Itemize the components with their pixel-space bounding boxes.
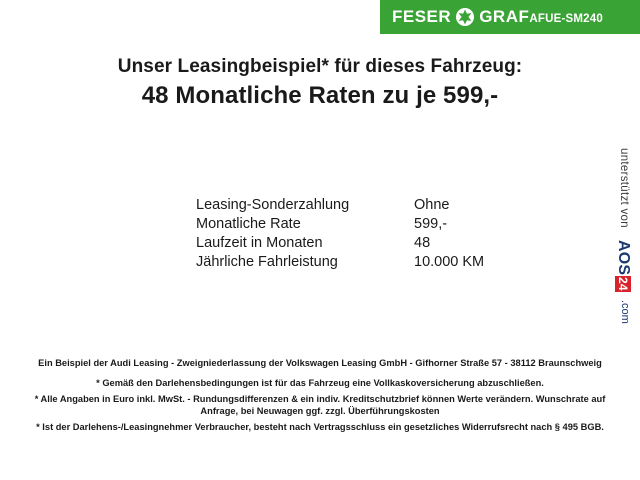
page-title: Unser Leasingbeispiel* für dieses Fahrzeug: xyxy=(117,56,523,77)
spec-label: Leasing-Sonderzahlung xyxy=(196,197,350,213)
spec-value: Ohne xyxy=(414,197,450,213)
legal-line-4: * Ist der Darlehens-/Leasingnehmer Verbraucher, besteht nach Vertragsschluss ein gesetzliches Widerrufsrecht nach § 495 BGB. xyxy=(36,422,604,432)
legal-line-1: Ein Beispiel der Audi Leasing - Zweigniederlassung der Volkswagen Leasing GmbH - Gifhorner Straße 57 - 38112 Braunschweig xyxy=(38,358,602,368)
four-rings-cross-logo-icon xyxy=(455,7,475,27)
leasing-spec-table xyxy=(196,196,596,272)
sponsor-label: unterstützt von xyxy=(618,148,630,228)
spec-label: Jährliche Fahrleistung xyxy=(196,254,338,270)
header-bar xyxy=(0,0,640,34)
vehicle-code: AFUE-SM240 xyxy=(529,12,603,25)
table-row xyxy=(196,234,596,253)
spec-value: 599,- xyxy=(414,216,448,232)
spec-value: 48 xyxy=(414,235,431,251)
spec-label: Laufzeit in Monaten xyxy=(196,235,323,251)
spec-label: Monatliche Rate xyxy=(196,216,301,232)
sponsor-brand-suffix: .com xyxy=(619,300,631,324)
legal-line-2: * Gemäß den Darlehensbedingungen ist für das Fahrzeug eine Vollkaskoversicherung abzuschließen. xyxy=(96,377,544,388)
page-subtitle: 48 Monatliche Raten zu je 599,- xyxy=(141,82,499,109)
legal-line-3: * Alle Angaben in Euro inkl. MwSt. - Rundungsdifferenzen & ein indiv. Kreditschutzbrief können Werte verändern. Wunschrate auf Anfrage, bei Neuwagen ggf. zzgl. Überführungskosten xyxy=(34,394,606,416)
table-row xyxy=(196,196,596,215)
legal-disclaimer xyxy=(0,358,640,439)
table-row xyxy=(196,253,596,272)
sponsor-brand-prefix: AOS xyxy=(615,240,632,276)
sponsor-side-note xyxy=(612,148,634,328)
brand-lockup xyxy=(380,0,640,34)
table-row xyxy=(196,215,596,234)
title-block xyxy=(0,56,640,110)
brand-name-first: FESER xyxy=(392,7,452,26)
sponsor-brand xyxy=(614,240,632,293)
sponsor-brand-badge: 24 xyxy=(616,277,630,292)
spec-value: 10.000 KM xyxy=(414,254,485,270)
brand-name-second: GRAF xyxy=(479,7,530,26)
